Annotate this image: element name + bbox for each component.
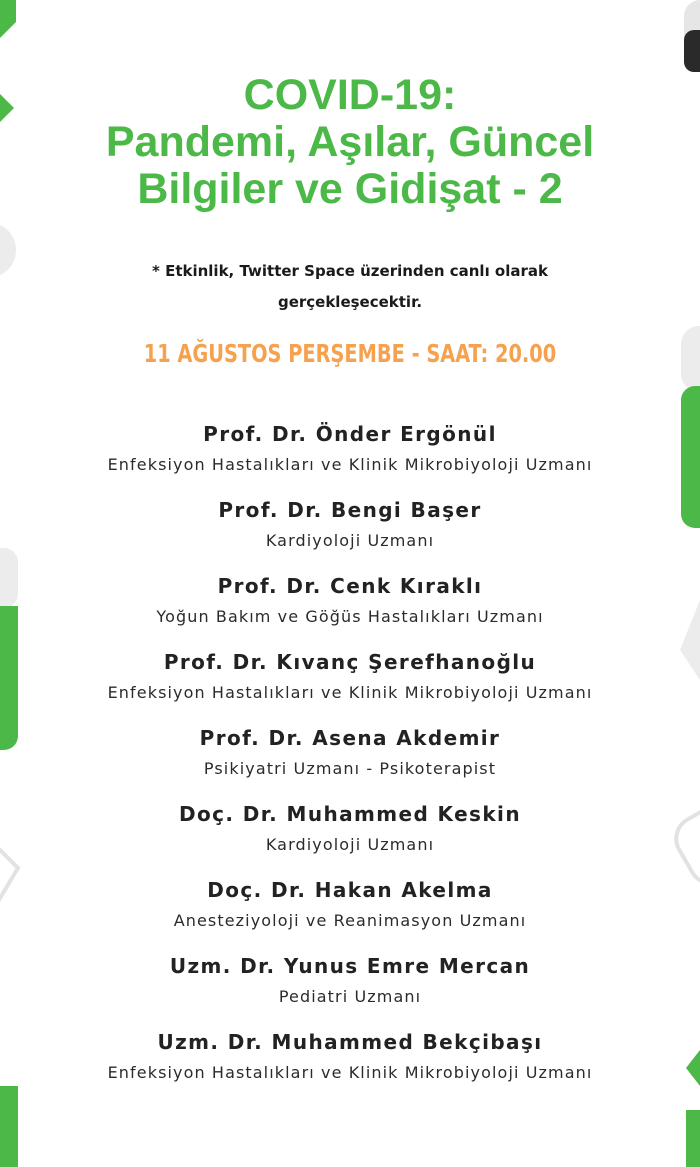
speaker-name: Prof. Dr. Cenk Kıraklı xyxy=(217,574,483,598)
note-line: gerçekleşecektir. xyxy=(277,293,423,311)
speaker-role: Enfeksiyon Hastalıkları ve Klinik Mikrobiyoloji Uzmanı xyxy=(107,455,593,474)
speaker-role: Kardiyoloji Uzmanı xyxy=(265,531,435,550)
speaker-name: Prof. Dr. Önder Ergönül xyxy=(203,422,497,446)
title-line: Pandemi, Aşılar, Güncel xyxy=(105,118,595,166)
speaker-item xyxy=(0,949,700,1025)
speaker-name: Prof. Dr. Kıvanç Şerefhanoğlu xyxy=(163,650,537,674)
speaker-item xyxy=(0,721,700,797)
title-line: Bilgiler ve Gidişat - 2 xyxy=(137,165,563,213)
speaker-name: Uzm. Dr. Yunus Emre Mercan xyxy=(169,954,531,978)
title-line: COVID-19: xyxy=(243,71,457,119)
speaker-name: Uzm. Dr. Muhammed Bekçibaşı xyxy=(157,1030,543,1054)
speaker-role: Kardiyoloji Uzmanı xyxy=(265,835,435,854)
speaker-item xyxy=(0,417,700,493)
speaker-item xyxy=(0,493,700,569)
speaker-name: Prof. Dr. Asena Akdemir xyxy=(199,726,501,750)
speaker-list xyxy=(0,417,700,1101)
speaker-role: Psikiyatri Uzmanı - Psikoterapist xyxy=(203,759,497,778)
speaker-role: Pediatri Uzmanı xyxy=(278,987,422,1006)
speaker-name: Prof. Dr. Bengi Başer xyxy=(218,498,482,522)
event-title xyxy=(0,72,700,213)
speaker-item xyxy=(0,873,700,949)
speaker-role: Yoğun Bakım ve Göğüs Hastalıkları Uzmanı xyxy=(156,607,544,626)
speaker-name: Doç. Dr. Hakan Akelma xyxy=(207,878,493,902)
speaker-role: Enfeksiyon Hastalıkları ve Klinik Mikrobiyoloji Uzmanı xyxy=(107,1063,593,1082)
speaker-item xyxy=(0,645,700,721)
note-line: * Etkinlik, Twitter Space üzerinden canlı olarak xyxy=(152,262,548,280)
speaker-name: Doç. Dr. Muhammed Keskin xyxy=(179,802,521,826)
speaker-role: Enfeksiyon Hastalıkları ve Klinik Mikrobiyoloji Uzmanı xyxy=(107,683,593,702)
speaker-item xyxy=(0,797,700,873)
speaker-role: Anesteziyoloji ve Reanimasyon Uzmanı xyxy=(173,911,527,930)
event-note xyxy=(0,256,700,318)
speaker-item xyxy=(0,569,700,645)
speaker-item xyxy=(0,1025,700,1101)
event-date-time: 11 AĞUSTOS PERŞEMBE - SAAT: 20.00 xyxy=(143,339,557,368)
